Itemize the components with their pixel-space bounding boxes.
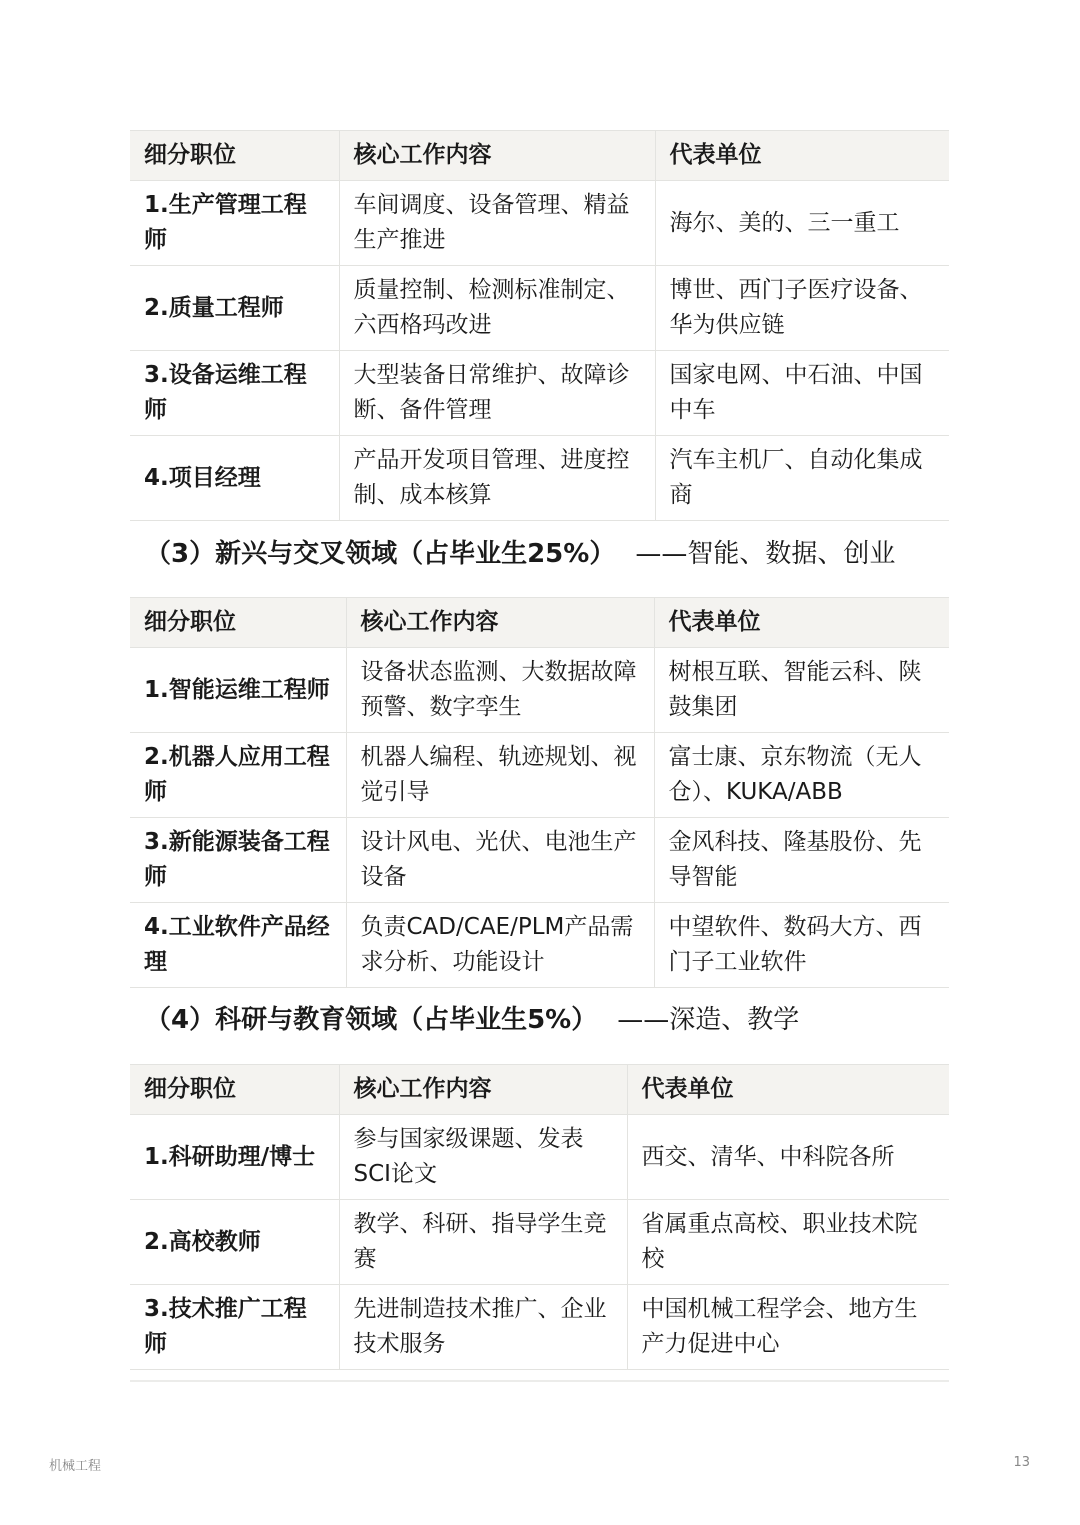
content-cell: 设计风电、光伏、电池生产设备	[346, 818, 654, 903]
table-row	[130, 1115, 949, 1200]
section-title: （3）新兴与交叉领域（占毕业生25%）	[145, 539, 616, 569]
position-cell: 1.科研助理/博士	[130, 1115, 339, 1200]
section-subtitle: ——智能、数据、创业	[635, 539, 896, 569]
units-cell: 海尔、美的、三一重工	[655, 181, 949, 266]
career-table-research	[130, 1064, 949, 1370]
position-cell: 4.项目经理	[130, 436, 339, 521]
column-header-units: 代表单位	[655, 131, 949, 181]
table-header-row	[130, 598, 949, 648]
content-cell: 负责CAD/CAE/PLM产品需求分析、功能设计	[346, 903, 654, 988]
table-row	[130, 181, 949, 266]
units-cell: 省属重点高校、职业技术院校	[627, 1200, 949, 1285]
column-header-content: 核心工作内容	[339, 131, 655, 181]
column-header-position: 细分职位	[130, 1065, 339, 1115]
units-cell: 国家电网、中石油、中国中车	[655, 351, 949, 436]
table-row	[130, 1285, 949, 1370]
units-cell: 博世、西门子医疗设备、华为供应链	[655, 266, 949, 351]
column-header-position: 细分职位	[130, 131, 339, 181]
footer-page-number: 13	[1013, 1455, 1030, 1470]
content-cell: 设备状态监测、大数据故障预警、数字孪生	[346, 648, 654, 733]
table-row	[130, 266, 949, 351]
position-cell: 2.机器人应用工程师	[130, 733, 346, 818]
table-row	[130, 1200, 949, 1285]
units-cell: 金风科技、隆基股份、先导智能	[654, 818, 949, 903]
content-cell: 先进制造技术推广、企业技术服务	[339, 1285, 627, 1370]
table-row	[130, 351, 949, 436]
section-subtitle: ——深造、教学	[617, 1005, 800, 1035]
content-cell: 质量控制、检测标准制定、六西格玛改进	[339, 266, 655, 351]
content-cell: 大型装备日常维护、故障诊断、备件管理	[339, 351, 655, 436]
table-header-row	[130, 131, 949, 181]
content-cell: 教学、科研、指导学生竞赛	[339, 1200, 627, 1285]
position-cell: 3.新能源装备工程师	[130, 818, 346, 903]
units-cell: 中国机械工程学会、地方生产力促进中心	[627, 1285, 949, 1370]
column-header-units: 代表单位	[627, 1065, 949, 1115]
table-row	[130, 436, 949, 521]
position-cell: 2.高校教师	[130, 1200, 339, 1285]
units-cell: 富士康、京东物流（无人仓）、KUKA/ABB	[654, 733, 949, 818]
column-header-position: 细分职位	[130, 598, 346, 648]
table-header-row	[130, 1065, 949, 1115]
career-table-emerging	[130, 597, 949, 988]
column-header-content: 核心工作内容	[339, 1065, 627, 1115]
position-cell: 4.工业软件产品经理	[130, 903, 346, 988]
content-cell: 机器人编程、轨迹规划、视觉引导	[346, 733, 654, 818]
position-cell: 3.技术推广工程师	[130, 1285, 339, 1370]
units-cell: 树根互联、智能云科、陕鼓集团	[654, 648, 949, 733]
section-title: （4）科研与教育领域（占毕业生5%）	[145, 1005, 598, 1035]
content-cell: 车间调度、设备管理、精益生产推进	[339, 181, 655, 266]
footer-doc-title: 机械工程	[49, 1459, 102, 1474]
units-cell: 西交、清华、中科院各所	[627, 1115, 949, 1200]
content-cell: 参与国家级课题、发表SCI论文	[339, 1115, 627, 1200]
position-cell: 1.智能运维工程师	[130, 648, 346, 733]
column-header-content: 核心工作内容	[346, 598, 654, 648]
position-cell: 3.设备运维工程师	[130, 351, 339, 436]
table-row	[130, 903, 949, 988]
table-row	[130, 648, 949, 733]
units-cell: 汽车主机厂、自动化集成商	[655, 436, 949, 521]
content-cell: 产品开发项目管理、进度控制、成本核算	[339, 436, 655, 521]
table-row	[130, 733, 949, 818]
career-table-traditional	[130, 130, 949, 521]
divider	[130, 1380, 949, 1382]
position-cell: 1.生产管理工程师	[130, 181, 339, 266]
units-cell: 中望软件、数码大方、西门子工业软件	[654, 903, 949, 988]
table-row	[130, 818, 949, 903]
section-heading-research	[145, 1002, 799, 1038]
section-heading-emerging	[145, 536, 895, 572]
position-cell: 2.质量工程师	[130, 266, 339, 351]
column-header-units: 代表单位	[654, 598, 949, 648]
